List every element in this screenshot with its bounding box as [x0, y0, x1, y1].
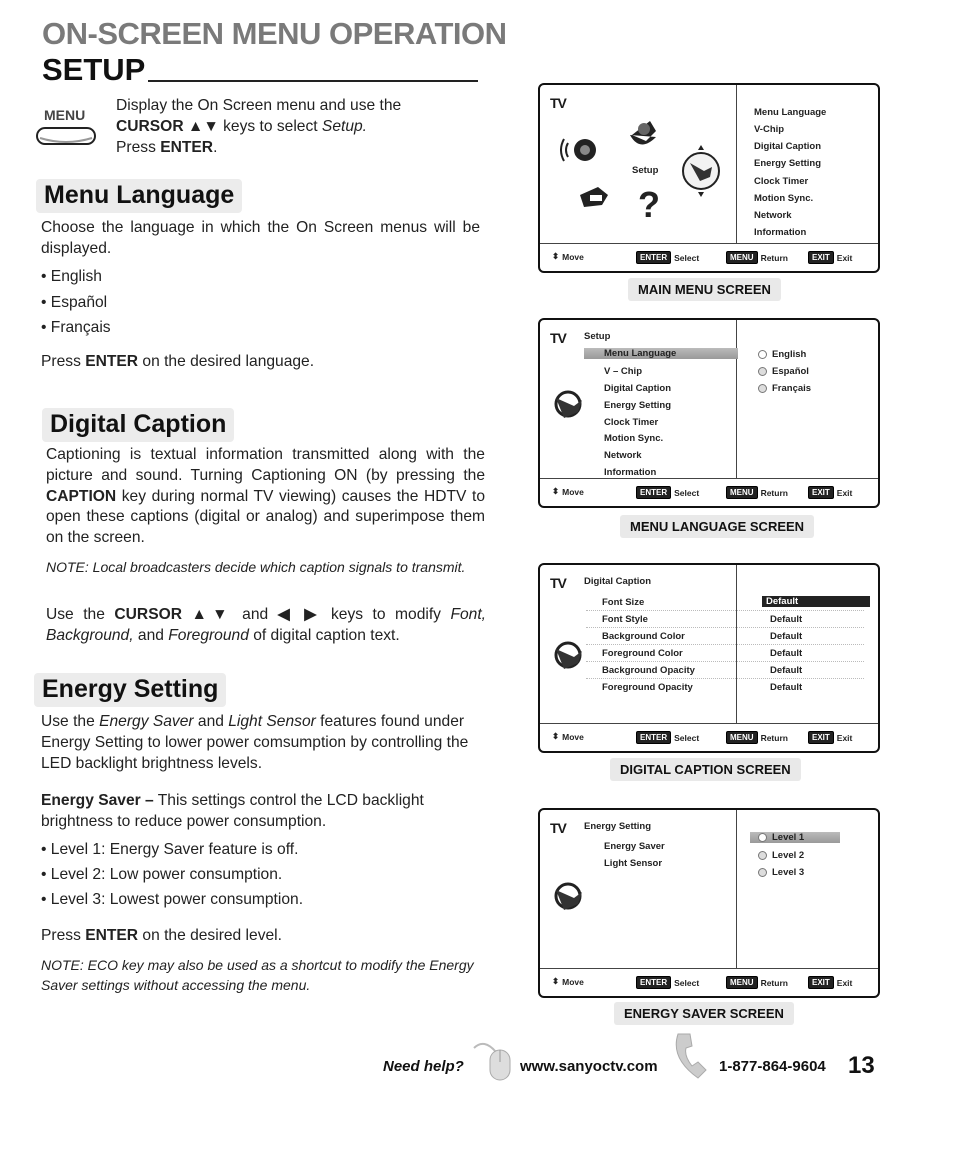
setup-term: Setup. — [321, 117, 368, 135]
digital-caption-screen — [538, 563, 880, 753]
caption-row-label: Foreground Color — [602, 648, 683, 659]
caption-row-value: Default — [770, 614, 803, 625]
language-press-enter: Press ENTER on the desired language. — [41, 353, 315, 370]
caption-row-value-selected: Default — [762, 596, 870, 607]
menu-language-heading: Menu Language — [36, 179, 242, 213]
main-menu-item: Network — [754, 210, 792, 221]
radio-icon — [758, 851, 767, 860]
setup-gear-icon — [550, 635, 586, 675]
caption-row-value: Default — [770, 682, 803, 693]
radio-icon — [758, 384, 767, 393]
language-bullet: • Français — [41, 319, 111, 336]
energy-intro-text: Use the Energy Saver and Light Sensor features found under Energy Setting to lower power comsumption by controlling the LED backlight brightness levels. — [41, 713, 469, 772]
energy-bullet: • Level 2: Low power consumption. — [41, 866, 283, 883]
menu-item: Information — [604, 467, 657, 478]
caption-row-value: Default — [770, 631, 803, 642]
energy-saver-caption: ENERGY SAVER SCREEN — [614, 1002, 794, 1025]
caption-row-label: Font Style — [602, 614, 648, 625]
footer-return: MENU Return — [726, 251, 788, 264]
energy-saver-screen — [538, 808, 880, 998]
footer-select: ENTER Select — [636, 731, 699, 744]
menu-item: Energy Setting — [604, 400, 672, 411]
menu-item: Clock Timer — [604, 417, 659, 428]
title-rule — [148, 80, 478, 82]
setup-label: Setup — [632, 165, 659, 176]
footer-return: MENU Return — [726, 731, 788, 744]
level-option: Level 3 — [758, 867, 804, 878]
menu-key-label: MENU — [44, 107, 86, 123]
footer-select: ENTER Select — [636, 486, 699, 499]
menu-item: Network — [604, 450, 642, 461]
menu-item: Digital Caption — [604, 383, 672, 394]
menu-language-screen — [538, 318, 880, 508]
main-menu-screen — [538, 83, 880, 273]
mouse-icon — [472, 1038, 516, 1084]
caption-keys-text: Use the CURSOR ▲▼ and ◀ ▶ keys to modify Font, Background, and Foreground of digital caption text. — [46, 606, 487, 644]
tv-label: TV — [550, 330, 566, 346]
level-option-selected: Level 1 — [750, 832, 840, 843]
support-url[interactable]: www.sanyoctv.com — [520, 1058, 658, 1075]
menu-language-caption: MENU LANGUAGE SCREEN — [620, 515, 814, 538]
digital-caption-heading: Digital Caption — [42, 408, 234, 442]
menu-language-text: Choose the language in which the On Screen menus will be displayed. — [41, 219, 480, 257]
screen-title: Setup — [584, 331, 611, 342]
footer-move: ⬍ Move — [552, 486, 584, 497]
radio-icon — [758, 367, 767, 376]
energy-menu-item: Light Sensor — [604, 858, 663, 869]
caption-note: NOTE: Local broadcasters decide which caption signals to transmit. — [46, 559, 466, 575]
menu-item: V – Chip — [604, 366, 643, 377]
energy-setting-heading: Energy Setting — [34, 673, 226, 707]
caption-key: CAPTION — [46, 487, 117, 505]
energy-note: NOTE: ECO key may also be used as a shortcut to modify the Energy Saver settings without accessing the menu. — [41, 957, 474, 993]
screen-title: Energy Setting — [584, 821, 652, 832]
cursor-keys: CURSOR ▲▼ — [116, 117, 219, 135]
footer-move: ⬍ Move — [552, 731, 584, 742]
digital-caption-caption: DIGITAL CAPTION SCREEN — [610, 758, 801, 781]
up-down-icon: ⬍ — [552, 976, 560, 986]
need-help-text: Need help? — [383, 1058, 464, 1075]
radio-icon — [758, 350, 767, 359]
language-bullet: • Español — [41, 294, 108, 311]
energy-bullet: • Level 3: Lowest power consumption. — [41, 891, 304, 908]
footer-move: ⬍ Move — [552, 976, 584, 987]
caption-row-value: Default — [770, 665, 803, 676]
energy-bullet: • Level 1: Energy Saver feature is off. — [41, 841, 299, 858]
footer-exit: EXIT Exit — [808, 486, 852, 499]
language-option-francais: Français — [758, 383, 811, 394]
radio-icon — [758, 868, 767, 877]
caption-row-label: Background Opacity — [602, 665, 695, 676]
up-down-icon: ⬍ — [552, 486, 560, 496]
enter-key: ENTER — [160, 138, 214, 156]
footer-move: ⬍ Move — [552, 251, 584, 262]
screen-title: Digital Caption — [584, 576, 652, 587]
menu-item-selected: Menu Language — [584, 348, 738, 359]
caption-row-label: Foreground Opacity — [602, 682, 693, 693]
radio-icon — [758, 833, 767, 842]
main-menu-item: Menu Language — [754, 107, 827, 118]
main-menu-item: Clock Timer — [754, 176, 809, 187]
phone-icon — [674, 1030, 716, 1082]
footer-return: MENU Return — [726, 486, 788, 499]
energy-saver-text: Energy Saver – This settings control the LCD backlight brightness to reduce power consumption. — [41, 792, 424, 830]
tv-label: TV — [550, 820, 566, 836]
footer-exit: EXIT Exit — [808, 731, 852, 744]
main-menu-caption: MAIN MENU SCREEN — [628, 278, 781, 301]
menu-item: Motion Sync. — [604, 433, 664, 444]
footer-return: MENU Return — [726, 976, 788, 989]
page-number: 13 — [848, 1052, 875, 1079]
tv-label: TV — [550, 95, 566, 111]
language-bullet: • English — [41, 268, 102, 285]
main-menu-item: Digital Caption — [754, 141, 822, 152]
support-phone: 1-877-864-9604 — [719, 1058, 826, 1075]
main-menu-item: Energy Setting — [754, 158, 822, 169]
level-option: Level 2 — [758, 850, 804, 861]
page-title: SETUP — [42, 52, 146, 87]
footer-select: ENTER Select — [636, 976, 699, 989]
language-option-english: English — [758, 349, 806, 360]
footer-exit: EXIT Exit — [808, 976, 852, 989]
energy-menu-item: Energy Saver — [604, 841, 665, 852]
intro-line-1: Display the On Screen menu and use the — [116, 97, 402, 114]
footer-exit: EXIT Exit — [808, 251, 852, 264]
footer-select: ENTER Select — [636, 251, 699, 264]
energy-press-enter: Press ENTER on the desired level. — [41, 927, 282, 944]
section-title: ON-SCREEN MENU OPERATION — [42, 16, 507, 51]
up-down-icon: ⬍ — [552, 731, 560, 741]
setup-gear-icon — [550, 384, 586, 424]
help-icon: ? — [638, 184, 660, 225]
caption-row-label: Background Color — [602, 631, 685, 642]
up-down-icon: ⬍ — [552, 251, 560, 261]
language-option-espanol: Español — [758, 366, 809, 377]
digital-caption-text: Captioning is textual information transmitted along with the picture and sound. Turning Captioning ON (by pressing the CAPTION key during normal TV viewing) causes the HDTV to open these captions (digital or analog) and superimpose them on the screen. — [46, 446, 485, 547]
setup-gear-icon — [550, 876, 586, 916]
main-menu-item: Information — [754, 227, 807, 238]
main-menu-item: Motion Sync. — [754, 193, 814, 204]
caption-row-value: Default — [770, 648, 803, 659]
intro-text: Display the On Screen menu and use the CURSOR ▲▼ keys to select Setup. Press ENTER. — [116, 96, 480, 158]
caption-row-label: Font Size — [602, 597, 645, 608]
tv-label: TV — [550, 575, 566, 591]
main-menu-item: V-Chip — [754, 124, 785, 135]
menu-key-icon — [34, 104, 100, 148]
